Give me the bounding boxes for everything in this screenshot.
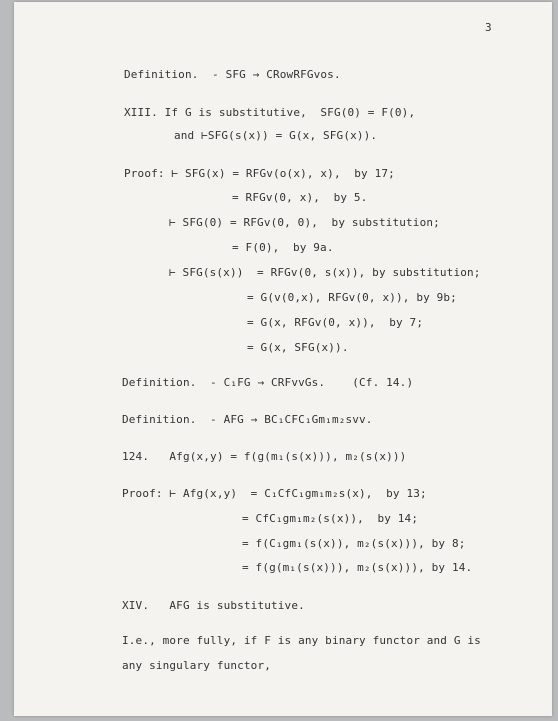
proof-124-line-1: Proof: ⊢ Afg(x,y) = C₁CfC₁gm₁m₂s(x), by 13; [122, 487, 427, 500]
proof-xiii-line-8: = G(x, SFG(x)). [247, 341, 349, 354]
theorem-xiii-statement: XIII. If G is substitutive, SFG(0) = F(0), [124, 106, 416, 119]
definition-sfg: Definition. - SFG → CRowRFGvos. [124, 68, 341, 81]
theorem-xiv: XIV. AFG is substitutive. [122, 599, 305, 612]
formula-124: 124. Afg(x,y) = f(g(m₁(s(x))), m₂(s(x))) [122, 450, 407, 463]
proof-xiii-line-4: = F(0), by 9a. [232, 241, 334, 254]
explanation-line-2: any singulary functor, [122, 659, 271, 672]
proof-124-line-2: = CfC₁gm₁m₂(s(x)), by 14; [242, 512, 419, 525]
definition-afg: Definition. - AFG → BC₁CFC₁Gm₁m₂svv. [122, 413, 373, 426]
proof-xiii-line-7: = G(x, RFGv(0, x)), by 7; [247, 316, 424, 329]
proof-124-line-4: = f(g(m₁(s(x))), m₂(s(x))), by 14. [242, 561, 473, 574]
explanation-line-1: I.e., more fully, if F is any binary functor and G is [122, 634, 481, 647]
proof-xiii-line-2: = RFGv(0, x), by 5. [232, 191, 368, 204]
page-number: 3 [485, 21, 492, 34]
proof-xiii-line-3: ⊢ SFG(0) = RFGv(0, 0), by substitution; [169, 216, 440, 229]
proof-124-line-3: = f(C₁gm₁(s(x)), m₂(s(x))), by 8; [242, 537, 466, 550]
proof-xiii-line-1: Proof: ⊢ SFG(x) = RFGv(o(x), x), by 17; [124, 167, 395, 180]
theorem-xiii-continuation: and ⊢SFG(s(x)) = G(x, SFG(x)). [174, 129, 378, 142]
proof-xiii-line-5: ⊢ SFG(s(x)) = RFGv(0, s(x)), by substitution; [169, 266, 481, 279]
typed-page [14, 2, 552, 716]
definition-c1fg: Definition. - C₁FG → CRFvvGs. (Cf. 14.) [122, 376, 414, 389]
proof-xiii-line-6: = G(v(0,x), RFGv(0, x)), by 9b; [247, 291, 457, 304]
